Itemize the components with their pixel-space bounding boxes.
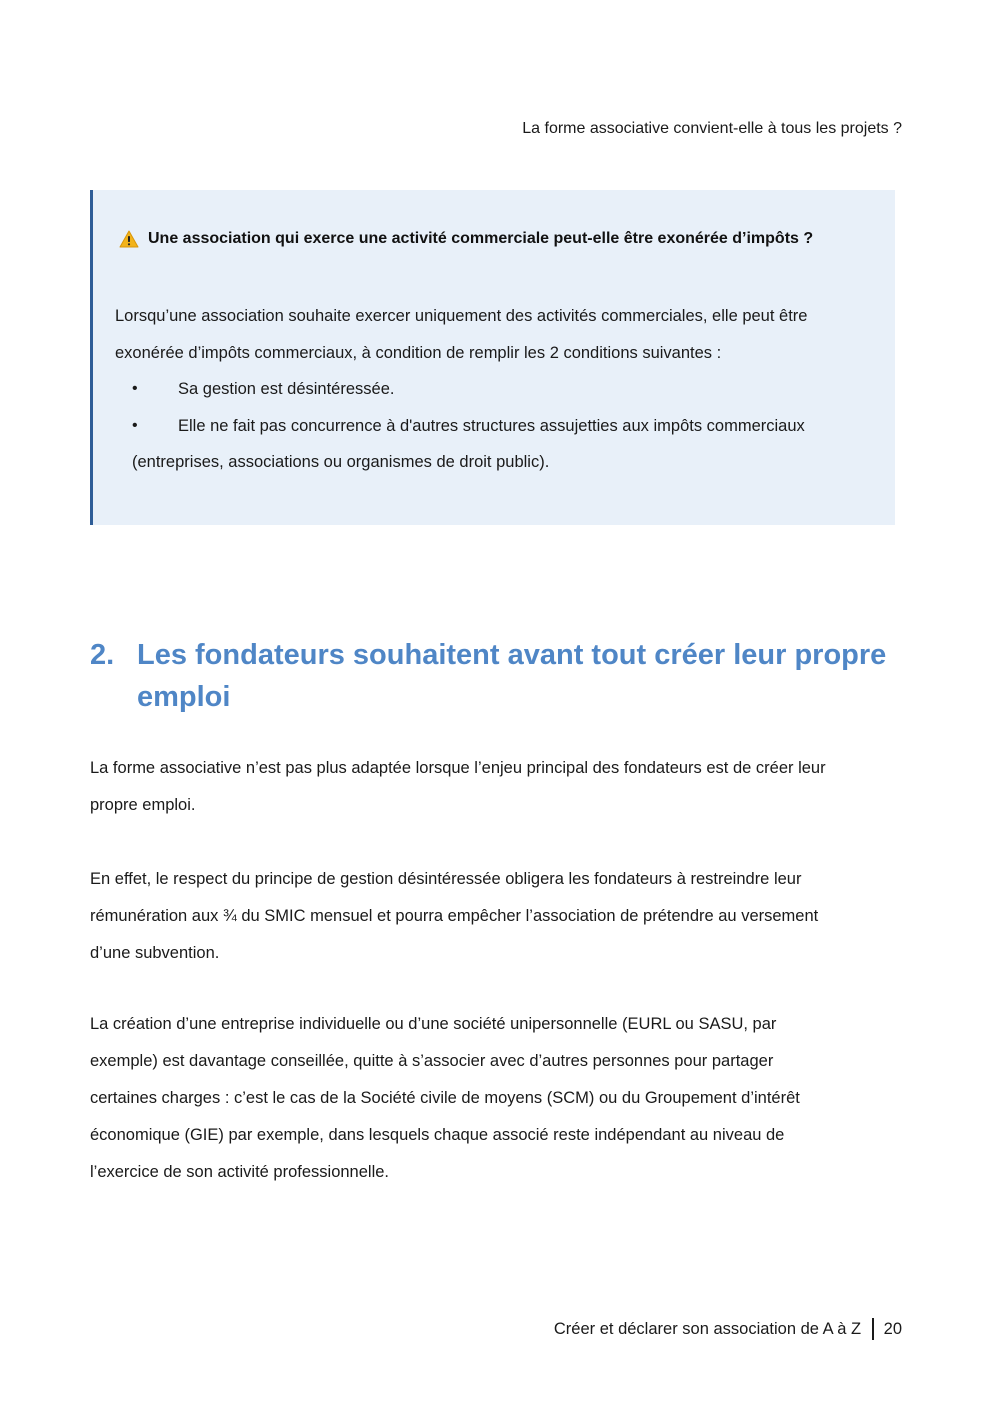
list-item	[132, 408, 879, 481]
paragraph-3	[90, 1006, 905, 1191]
list-item	[132, 371, 879, 408]
list-item-text-line-2: (entreprises, associations ou organismes de droit public).	[132, 453, 550, 471]
page-footer	[554, 1318, 902, 1340]
list-item-text-line-1: Elle ne fait pas concurrence à d'autres structures assujetties aux impôts commerciaux	[178, 416, 805, 435]
paragraph-line: économique (GIE) par exemple, dans lesquels chaque associé reste indépendant au niveau de	[90, 1126, 785, 1144]
paragraph-line: La création d’une entreprise individuelle ou d’une société unipersonnelle (EURL ou SASU, par	[90, 1015, 777, 1033]
callout-intro-line-2: exonérée d’impôts commerciaux, à condition de remplir les 2 conditions suivantes :	[115, 343, 722, 362]
paragraph-line: d’une subvention.	[90, 944, 220, 962]
paragraph-2	[90, 861, 905, 972]
footer-separator	[872, 1318, 874, 1340]
paragraph-line: exemple) est davantage conseillée, quitte à s’associer avec d’autres personnes pour partager	[90, 1052, 774, 1070]
paragraph-line: En effet, le respect du principe de gestion désintéressée obligera les fondateurs à restreindre leur	[90, 870, 802, 888]
paragraph-line: certaines charges : c’est le cas de la Société civile de moyens (SCM) ou du Groupement d’intérêt	[90, 1089, 800, 1107]
section-heading	[90, 634, 900, 718]
page-number: 20	[883, 1319, 902, 1338]
callout-title	[119, 230, 879, 248]
warning-icon	[119, 230, 139, 248]
section-title-line-1: Les fondateurs souhaitent avant tout créer leur propre	[137, 639, 887, 671]
paragraph-line: propre emploi.	[90, 796, 196, 814]
paragraph-line: l’exercice de son activité professionnelle.	[90, 1163, 389, 1181]
list-item-text: Sa gestion est désintéressée.	[178, 380, 395, 398]
conditions-list	[115, 371, 879, 481]
section-number: 2.	[90, 639, 115, 671]
section-title-line-2: emploi	[137, 681, 231, 713]
paragraph-line: rémunération aux ¾ du SMIC mensuel et pourra empêcher l’association de prétendre au versement	[90, 907, 819, 925]
callout-intro	[115, 298, 879, 371]
bullet: •	[132, 380, 138, 397]
paragraph-line: La forme associative n’est pas plus adaptée lorsque l’enjeu principal des fondateurs est de créer leur	[90, 759, 826, 777]
callout-intro-line-1: Lorsqu’une association souhaite exercer uniquement des activités commerciales, elle peut être	[115, 307, 808, 325]
section-title	[137, 634, 900, 718]
paragraph-1	[90, 750, 905, 824]
warning-callout	[90, 190, 895, 525]
callout-body	[115, 298, 879, 481]
running-header: La forme associative convient-elle à tous les projets ?	[522, 120, 902, 137]
footer-document-title: Créer et déclarer son association de A à Z	[553, 1319, 862, 1338]
callout-title-text: Une association qui exerce une activité commerciale peut-elle être exonérée d’impôts ?	[148, 230, 814, 247]
bullet: •	[132, 416, 138, 434]
